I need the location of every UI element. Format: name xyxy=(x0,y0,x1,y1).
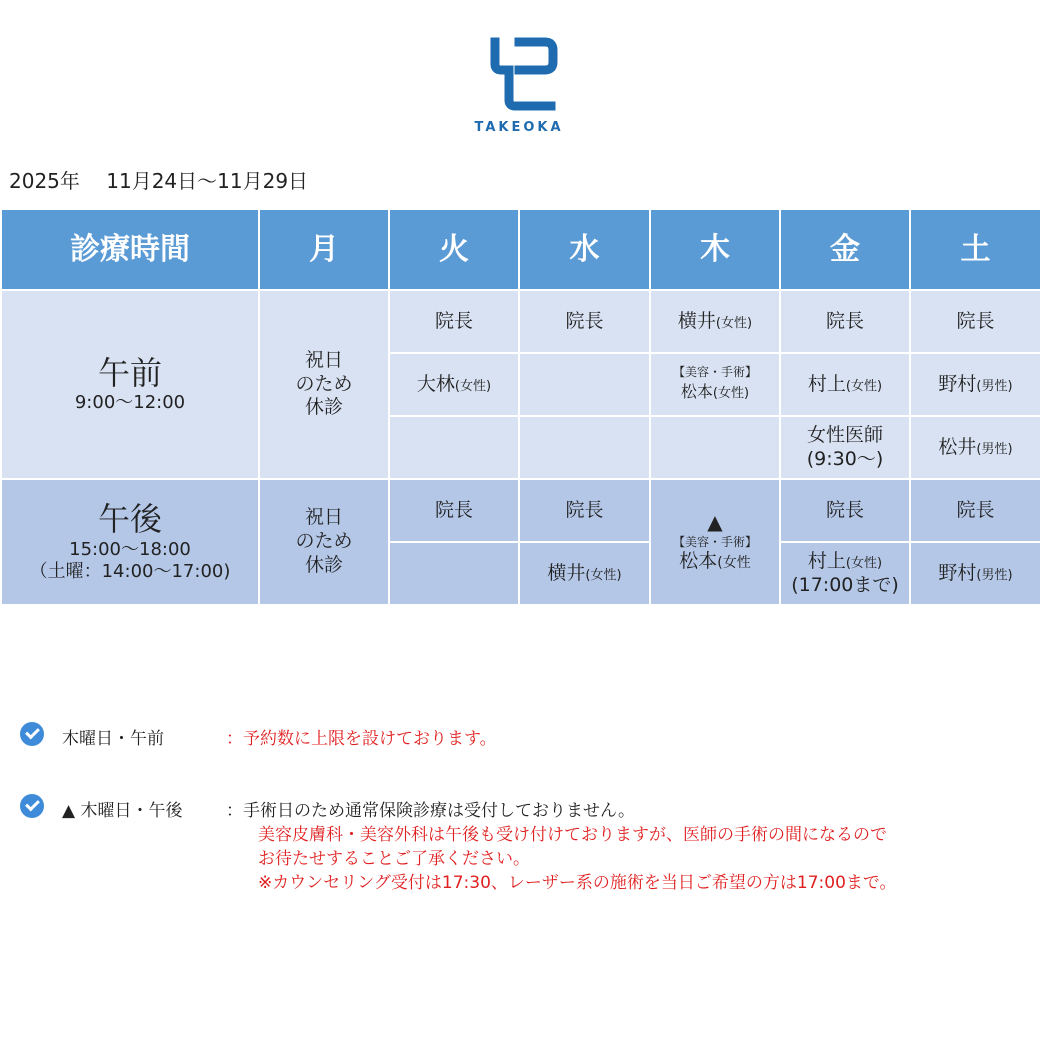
note-label: ▲ 木曜日・午後 xyxy=(62,801,183,821)
header-wed: 水 xyxy=(519,209,650,290)
am-sat-1: 院長 xyxy=(910,290,1040,353)
doctor-name: 横井 xyxy=(677,309,716,332)
am-mon-closed xyxy=(259,290,389,479)
am-row-1 xyxy=(1,290,1040,353)
doctor-gender: (女性) xyxy=(712,386,750,402)
doctor-name: 松井 xyxy=(938,435,977,458)
note-text: ：予約数に上限を設けております。 xyxy=(226,729,497,749)
am-tue-2 xyxy=(389,353,519,416)
header-fri: 金 xyxy=(780,209,910,290)
doctor-name: 横井 xyxy=(547,561,586,584)
end-time: (17:00まで) xyxy=(791,573,899,596)
pm-tue-2 xyxy=(389,542,519,605)
header-row xyxy=(1,209,1040,290)
doctor-gender: (男性) xyxy=(976,378,1013,394)
pm-sat-1: 院長 xyxy=(910,479,1040,542)
doctor-gender: (男性) xyxy=(976,441,1013,457)
doctor-gender: (男性) xyxy=(976,567,1013,583)
am-thu-3 xyxy=(650,416,780,479)
note-extra-line: お待たせすることご了承ください。 xyxy=(258,849,530,869)
doctor-name: 村上 xyxy=(807,549,846,572)
pm-row-1 xyxy=(1,479,1040,542)
note-thursday-am xyxy=(20,722,497,749)
doctor-gender: (女性) xyxy=(454,378,492,394)
am-thu-1 xyxy=(650,290,780,353)
header-thu: 木 xyxy=(650,209,780,290)
start-time: (9:30〜) xyxy=(806,447,884,470)
check-circle-icon xyxy=(20,722,44,746)
pm-period-time: 15:00〜18:00 xyxy=(69,538,191,560)
pm-fri-2 xyxy=(780,542,910,605)
specialty-tag: 【美容・手術】 xyxy=(672,535,757,550)
doctor-gender: (女性) xyxy=(585,567,622,583)
closed-line: のため xyxy=(295,372,353,395)
am-period-time: 9:00〜12:00 xyxy=(74,392,186,414)
am-period-name: 午前 xyxy=(97,354,162,393)
doctor-name: 松本 xyxy=(680,382,713,402)
header-hours: 診療時間 xyxy=(1,209,259,290)
doctor-name: 野村 xyxy=(938,372,977,395)
am-fri-1: 院長 xyxy=(780,290,910,353)
note-extra-line: ※カウンセリング受付は17:30、レーザー系の施術を当日ご希望の方は17:00まで。 xyxy=(258,873,897,893)
pm-mon-closed xyxy=(259,479,389,605)
triangle-mark-icon: ▲ xyxy=(707,510,723,535)
closed-line: 休診 xyxy=(304,396,343,419)
pm-tue-1: 院長 xyxy=(389,479,519,542)
doctor-name: 女性医師 xyxy=(806,423,883,446)
am-sat-2 xyxy=(910,353,1040,416)
am-thu-2 xyxy=(650,353,780,416)
pm-thu-cell xyxy=(650,479,780,605)
am-fri-3 xyxy=(780,416,910,479)
am-sat-3 xyxy=(910,416,1040,479)
am-wed-3 xyxy=(519,416,650,479)
note-text: ：手術日のため通常保険診療は受付しておりません。 xyxy=(226,801,636,821)
header-sat: 土 xyxy=(910,209,1040,290)
doctor-name: 大林 xyxy=(416,372,455,395)
doctor-gender: (女性) xyxy=(715,315,753,331)
doctor-name: 野村 xyxy=(938,561,977,584)
doctor-name: 松本 xyxy=(679,550,718,573)
doctor-gender: (女性 xyxy=(717,555,751,572)
check-circle-icon xyxy=(20,794,44,818)
pm-wed-1: 院長 xyxy=(519,479,650,542)
clinic-logo xyxy=(466,34,572,135)
date-range: 2025年 11月24日〜11月29日 xyxy=(9,169,309,193)
schedule-table xyxy=(0,208,1040,606)
header-mon: 月 xyxy=(259,209,389,290)
logo-text: TAKEOKA xyxy=(474,120,564,135)
pm-period-time-sat: （土曜：14:00〜17:00) xyxy=(29,561,231,583)
am-fri-2 xyxy=(780,353,910,416)
am-period-cell xyxy=(1,290,259,479)
note-extra-line: 美容皮膚科・美容外科は午後も受け付けておりますが、医師の手術の間になるので xyxy=(258,825,887,845)
closed-line: 祝日 xyxy=(304,506,343,529)
pm-period-cell xyxy=(1,479,259,605)
pm-period-name: 午後 xyxy=(97,500,162,539)
am-wed-1: 院長 xyxy=(519,290,650,353)
closed-line: 祝日 xyxy=(304,348,343,371)
specialty-tag: 【美容・手術】 xyxy=(672,365,757,380)
closed-line: 休診 xyxy=(304,553,343,576)
takeoka-logo-icon xyxy=(479,34,559,114)
pm-fri-1: 院長 xyxy=(780,479,910,542)
header-tue: 火 xyxy=(389,209,519,290)
pm-sat-2 xyxy=(910,542,1040,605)
note-label: 木曜日・午前 xyxy=(62,729,164,749)
am-tue-3 xyxy=(389,416,519,479)
doctor-gender: (女性) xyxy=(845,555,883,571)
doctor-gender: (女性) xyxy=(845,378,883,394)
pm-wed-2 xyxy=(519,542,650,605)
closed-line: のため xyxy=(295,530,353,553)
doctor-name: 村上 xyxy=(807,372,846,395)
note-thursday-pm xyxy=(20,794,897,893)
am-wed-2 xyxy=(519,353,650,416)
am-tue-1: 院長 xyxy=(389,290,519,353)
